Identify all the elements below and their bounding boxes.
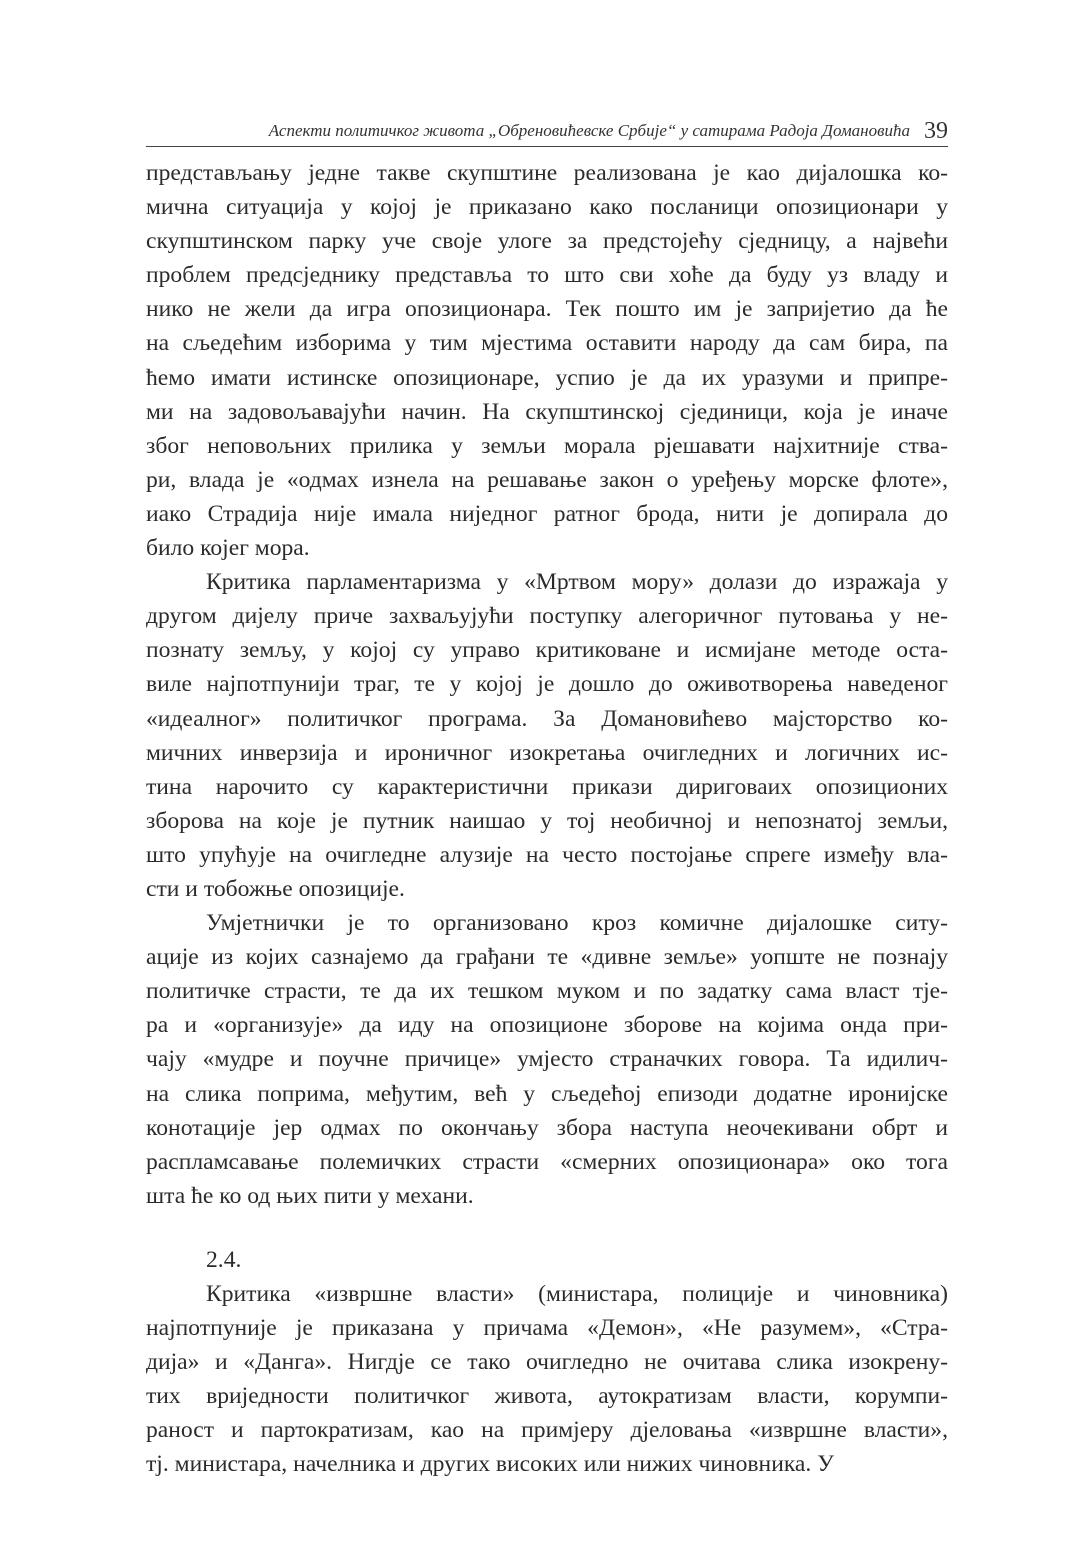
text-line: зборова на које је путник наишао у тој необичној и непознатој земљи, xyxy=(146,807,948,834)
text-line: нико не жели да игра опозиционара. Тек пошто им је запријетио да ће xyxy=(146,296,948,323)
text-line: ра и «организује» да иду на опозиционе зборове на којима онда при- xyxy=(146,1012,948,1039)
text-line: ћемо имати истинске опозиционаре, успио је да их уразуми и припре- xyxy=(146,364,948,391)
page-number: 39 xyxy=(924,118,948,144)
text-line: мична ситуација у којој је приказано како посланици опозиционари у xyxy=(146,194,948,221)
paragraph xyxy=(146,156,948,565)
section-paragraph xyxy=(146,1277,948,1482)
text-line: Критика парламентаризма у «Мртвом мору» долази до изражаја у xyxy=(206,569,948,596)
text-line: скупштинском парку уче своје улоге за предстојећу сједницу, а највећи xyxy=(146,228,948,255)
text-line: тј. министара, начелника и других високих или нижих чиновника. У xyxy=(146,1451,834,1478)
section-gap xyxy=(146,1213,948,1243)
text-line: шта ће ко од њих пити у механи. xyxy=(146,1182,474,1209)
text-line: ације из којих сазнајемо да грађани те «дивне земље» уопште не познају xyxy=(146,944,948,971)
text-line: најпотпуније је приказана у причама «Демон», «Не разумем», «Стра- xyxy=(146,1315,948,1342)
text-line: политичке страсти, те да их тешком муком и по задатку сама власт тје- xyxy=(146,978,948,1005)
text-line: било којег мора. xyxy=(146,535,310,562)
body-text xyxy=(146,156,948,1482)
text-line: чају «мудре и поучне причице» умјесто страначких говора. Та идилич- xyxy=(146,1046,948,1073)
text-line: сти и тобожње опозиције. xyxy=(146,875,405,902)
text-line: Умјетнички је то организовано кроз комичне дијалошке ситу- xyxy=(206,910,948,937)
text-line: другом дијелу приче захваљујући поступку алегоричног путовања у не- xyxy=(146,603,948,630)
running-header xyxy=(146,116,948,147)
text-line: на слика поприма, међутим, већ у сљедећој епизоди додатне иронијске xyxy=(146,1080,948,1107)
text-line: мичних инверзија и ироничног изокретања очигледних и логичних ис- xyxy=(146,739,948,766)
text-line: представљању једне такве скупштине реализована је као дијалошка ко- xyxy=(146,160,948,186)
section-number: 2.4. xyxy=(206,1246,242,1273)
text-line: због неповољних прилика у земљи морала рјешавати најхитније ства- xyxy=(146,432,948,459)
text-line: ми на задовољавајући начин. На скупштинској сјединици, која је иначе xyxy=(146,398,948,425)
paragraph xyxy=(146,906,948,1213)
text-line: иако Страдија није имала ниједног ратног брода, нити је допирала до xyxy=(146,500,948,527)
text-line: распламсавање полемичких страсти «смерних опозиционара» око тога xyxy=(146,1148,948,1175)
text-line: Критика «извршне власти» (министара, полиције и чиновника) xyxy=(206,1281,948,1307)
text-line: што упућује на очигледне алузије на често постојање спреге између вла- xyxy=(146,841,948,868)
text-line: виле најпотпунији траг, те у којој је дошло до оживотворења наведеног xyxy=(146,671,948,698)
text-line: на сљедећим изборима у тим мјестима оставити народу да сам бира, па xyxy=(146,330,948,357)
text-line: конотације јер одмах по окончању збора наступа неочекивани обрт и xyxy=(146,1114,948,1141)
text-line: тих вриједности политичког живота, аутократизам власти, корумпи- xyxy=(146,1383,948,1410)
text-line: познату земљу, у којој су управо критиковане и исмијане методе оста- xyxy=(146,637,948,664)
text-line: «идеалног» политичког програма. За Домановићево мајсторство ко- xyxy=(146,705,948,732)
text-line: дија» и «Данга». Нигдје се тако очигледно не очитава слика изокрену- xyxy=(146,1349,948,1376)
header-title: Аспекти политичког живота „Обреновићевске Србије“ у сатирама Радоја Домановића xyxy=(268,121,910,140)
text-line: раност и партократизам, као на примјеру дјеловања «извршне власти», xyxy=(146,1417,948,1444)
text-line: проблем предсједнику представља то што сви хоће да буду уз владу и xyxy=(146,262,948,289)
text-line: тина нарочито су карактеристични прикази дириговаих опозиционих xyxy=(146,773,948,800)
text-line: ри, влада је «одмах изнела на решавање закон о уређењу морске флоте», xyxy=(146,466,948,493)
paragraph xyxy=(146,565,948,906)
